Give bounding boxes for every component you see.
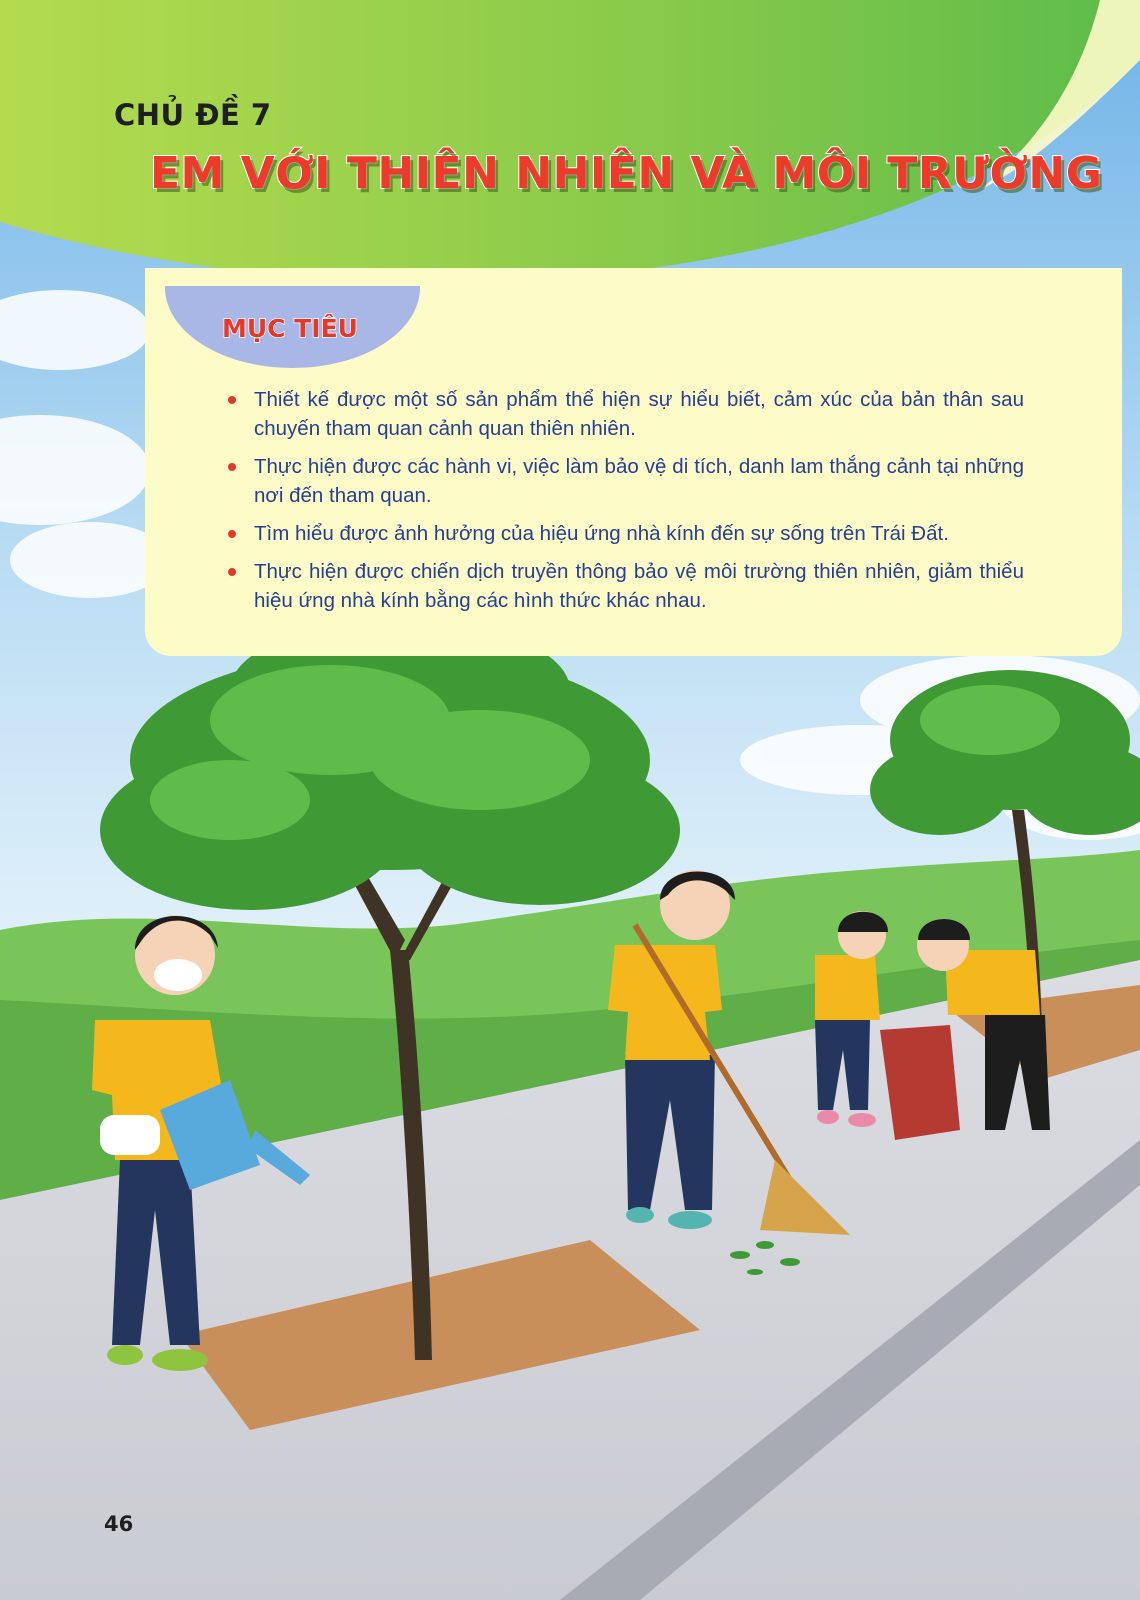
bullet-icon: [228, 530, 236, 538]
bullet-icon: [228, 463, 236, 471]
objective-item: [224, 557, 1024, 615]
objective-item: [224, 519, 1024, 548]
objective-text: Thiết kế được một số sản phẩm thể hiện sự hiểu biết, cảm xúc của bản thân sau chuyến tham quan cảnh quan thiên nhiên.: [254, 388, 1024, 440]
objectives-heading: MỤC TIÊU: [222, 314, 358, 343]
topic-label: CHỦ ĐỀ 7: [114, 98, 272, 132]
objective-text: Thực hiện được chiến dịch truyền thông bảo vệ môi trường thiên nhiên, giảm thiểu hiệu ứng nhà kính bằng các hình thức khác nhau.: [254, 560, 1024, 612]
topic-title: EM VỚI THIÊN NHIÊN VÀ MÔI TRƯỜNG: [150, 148, 1103, 199]
objectives-list: [224, 385, 1024, 624]
bullet-icon: [228, 568, 236, 576]
page-number: 46: [104, 1512, 134, 1536]
objective-item: [224, 452, 1024, 510]
objective-item: [224, 385, 1024, 443]
objective-text: Thực hiện được các hành vi, việc làm bảo vệ di tích, danh lam thắng cảnh tại những nơi đến tham quan.: [254, 455, 1024, 507]
objective-text: Tìm hiểu được ảnh hưởng của hiệu ứng nhà kính đến sự sống trên Trái Đất.: [254, 522, 949, 545]
bullet-icon: [228, 396, 236, 404]
